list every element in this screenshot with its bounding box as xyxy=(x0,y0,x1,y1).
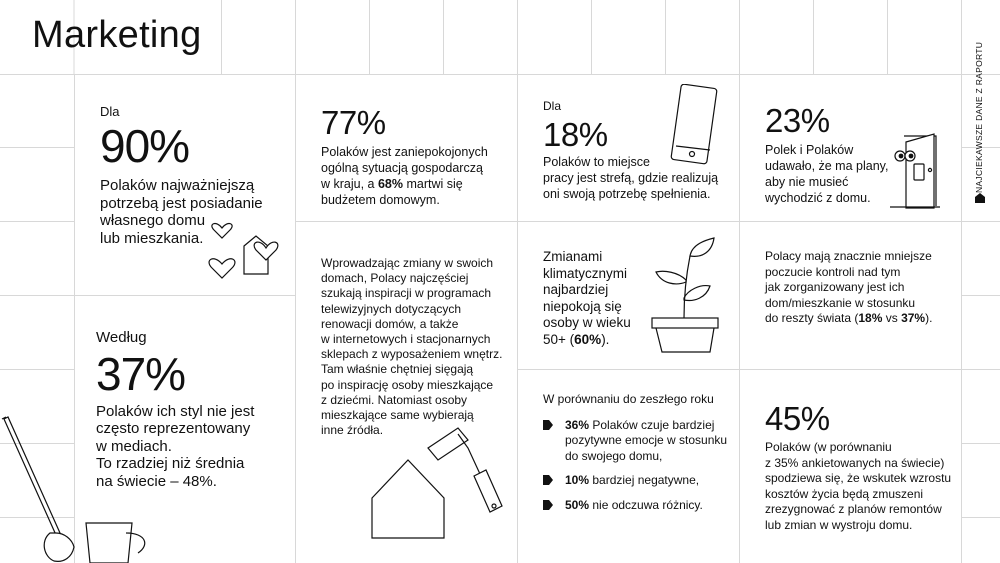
card10-line: z 35% ankietowanych na świecie) xyxy=(765,455,945,470)
card3-line: oni swoją potrzebę spełnienia. xyxy=(543,187,711,201)
card6-line: szukają inspiracji w programach xyxy=(321,286,492,301)
card3-prefix: Dla xyxy=(543,99,562,113)
mop-bucket-icon xyxy=(0,415,160,563)
card6-line: z dziećmi. Natomiast osoby xyxy=(321,392,468,407)
card9-bold: 50% xyxy=(565,497,590,512)
card2-bold: 68% xyxy=(377,177,403,191)
card9-text: nie odczuwa różnicy. xyxy=(589,497,703,512)
card9-text: pozytywne emocje w stosunku xyxy=(565,433,728,447)
card8-bold: 37% xyxy=(901,311,926,325)
card5-prefix: Według xyxy=(96,329,147,346)
card4-line: wychodzić z domu. xyxy=(765,191,871,205)
card10-line: kosztów życia będą zmuszeni xyxy=(765,486,924,501)
house-bullet-icon xyxy=(543,420,553,430)
card9-bold: 36% xyxy=(565,417,590,432)
card8-text: ). xyxy=(925,311,933,325)
card4-line: udawało, że ma plany, xyxy=(765,159,889,173)
house-hearts-icon xyxy=(204,218,286,284)
card4-line: aby nie musieć xyxy=(765,175,849,189)
card-45-percent xyxy=(765,402,951,533)
card8-line: poczucie kontroli nad tym xyxy=(765,264,901,279)
card10-stat: 45% xyxy=(765,400,830,437)
card8-bold: 18% xyxy=(858,311,883,325)
house-marker-icon xyxy=(975,193,985,203)
card5-line: często reprezentowany xyxy=(96,420,251,437)
card3-line: pracy jest strefą, gdzie realizują xyxy=(543,171,719,185)
list-item xyxy=(543,498,727,514)
card7-line: klimatycznymi xyxy=(543,265,628,281)
card8-line: Polacy mają znacznie mniejsze xyxy=(765,249,932,263)
card7-text: ). xyxy=(601,331,610,347)
card7-line: niepokoją się xyxy=(543,298,622,314)
card-23-percent xyxy=(765,104,888,206)
card6-line: domach, Polacy najczęściej xyxy=(321,271,469,286)
card1-stat: 90% xyxy=(100,120,190,172)
list-item xyxy=(543,418,727,465)
card2-line: budżetem domowym. xyxy=(321,193,440,207)
card7-line: najbardziej xyxy=(543,282,609,297)
card6-line: w internetowych i stacjonarnych xyxy=(321,332,491,347)
card8-text: vs xyxy=(882,311,902,325)
card10-line: spodziewa się, że wskutek wzrostu xyxy=(765,471,952,485)
card2-text: martwi się xyxy=(403,177,463,191)
card6-line: telewizyjnych dotyczących xyxy=(321,301,462,316)
card1-line: lub mieszkania. xyxy=(100,229,204,247)
card2-line: ogólną sytuacją gospodarczą xyxy=(321,161,483,175)
card1-prefix: Dla xyxy=(100,104,120,119)
card1-line: własnego domu xyxy=(100,212,206,229)
card9-intro: W porównaniu do zeszłego roku xyxy=(543,392,714,406)
card10-line: zrezygnować z planów remontów xyxy=(765,502,942,516)
card6-line: Wprowadzając zmiany w swoich xyxy=(321,256,494,270)
potted-plant-icon xyxy=(648,236,720,354)
card5-stat: 37% xyxy=(96,347,186,400)
sidebar-label: NAJCIEKAWSZE DANE Z RAPORTU xyxy=(974,41,984,193)
card6-line: renowacji domów, a także xyxy=(321,316,459,331)
card9-text: bardziej negatywne, xyxy=(589,473,700,487)
card10-line: Polaków (w porównaniu xyxy=(765,440,892,454)
card9-text: do swojego domu, xyxy=(565,448,663,463)
card2-line: Polaków jest zaniepokojonych xyxy=(321,145,488,159)
card5-line: na świecie – 48%. xyxy=(96,472,217,490)
card8-line: dom/mieszkanie w stosunku xyxy=(765,295,916,310)
card2-text: w kraju, a xyxy=(321,177,378,191)
page-title: Marketing xyxy=(32,14,202,56)
smartphone-icon xyxy=(668,84,724,166)
card1-line: Polaków najważniejszą xyxy=(100,177,255,194)
card3-stat: 18% xyxy=(543,116,608,153)
card4-stat: 23% xyxy=(765,102,830,139)
card-inspiration-text xyxy=(321,256,502,438)
card6-line: po inspirację osoby mieszkające xyxy=(321,377,494,392)
card7-line: osoby w wieku xyxy=(543,315,631,330)
card-climate xyxy=(543,249,631,348)
card5-line: w mediach. xyxy=(96,437,172,455)
card10-line: lub zmian w wystroju domu. xyxy=(765,517,913,532)
card-control xyxy=(765,249,932,327)
list-item xyxy=(543,473,727,489)
card6-line: sklepach z wyposażeniem wnętrz. xyxy=(321,347,503,362)
house-bullet-icon xyxy=(543,500,553,510)
card5-line: To rzadziej niż średnia xyxy=(96,455,245,472)
card4-line: Polek i Polaków xyxy=(765,143,854,157)
card1-line: potrzebą jest posiadanie xyxy=(100,194,263,212)
card7-bold: 60% xyxy=(574,331,602,347)
card8-line: jak zorganizowany jest ich xyxy=(765,280,905,294)
card5-line: Polaków ich styl nie jest xyxy=(96,402,255,420)
card6-line: Tam właśnie chętniej sięgają xyxy=(321,362,474,377)
card6-line: mieszkające same wybierają xyxy=(321,408,474,423)
card3-line: Polaków to miejsce xyxy=(543,155,650,169)
card8-text: do reszty świata ( xyxy=(765,311,859,325)
card7-line: Zmianami xyxy=(543,249,603,264)
card2-stat: 77% xyxy=(321,104,386,141)
card-comparison xyxy=(543,392,727,522)
card6-line: inne źródła. xyxy=(321,423,384,438)
card-77-percent xyxy=(321,106,488,208)
card9-bold: 10% xyxy=(565,473,590,487)
door-eyes-icon xyxy=(890,130,946,210)
card9-text: Polaków czuje bardziej xyxy=(589,417,715,432)
card7-text: 50+ ( xyxy=(543,331,575,347)
house-bullet-icon xyxy=(543,475,553,485)
house-paint-roller-icon xyxy=(368,420,508,544)
